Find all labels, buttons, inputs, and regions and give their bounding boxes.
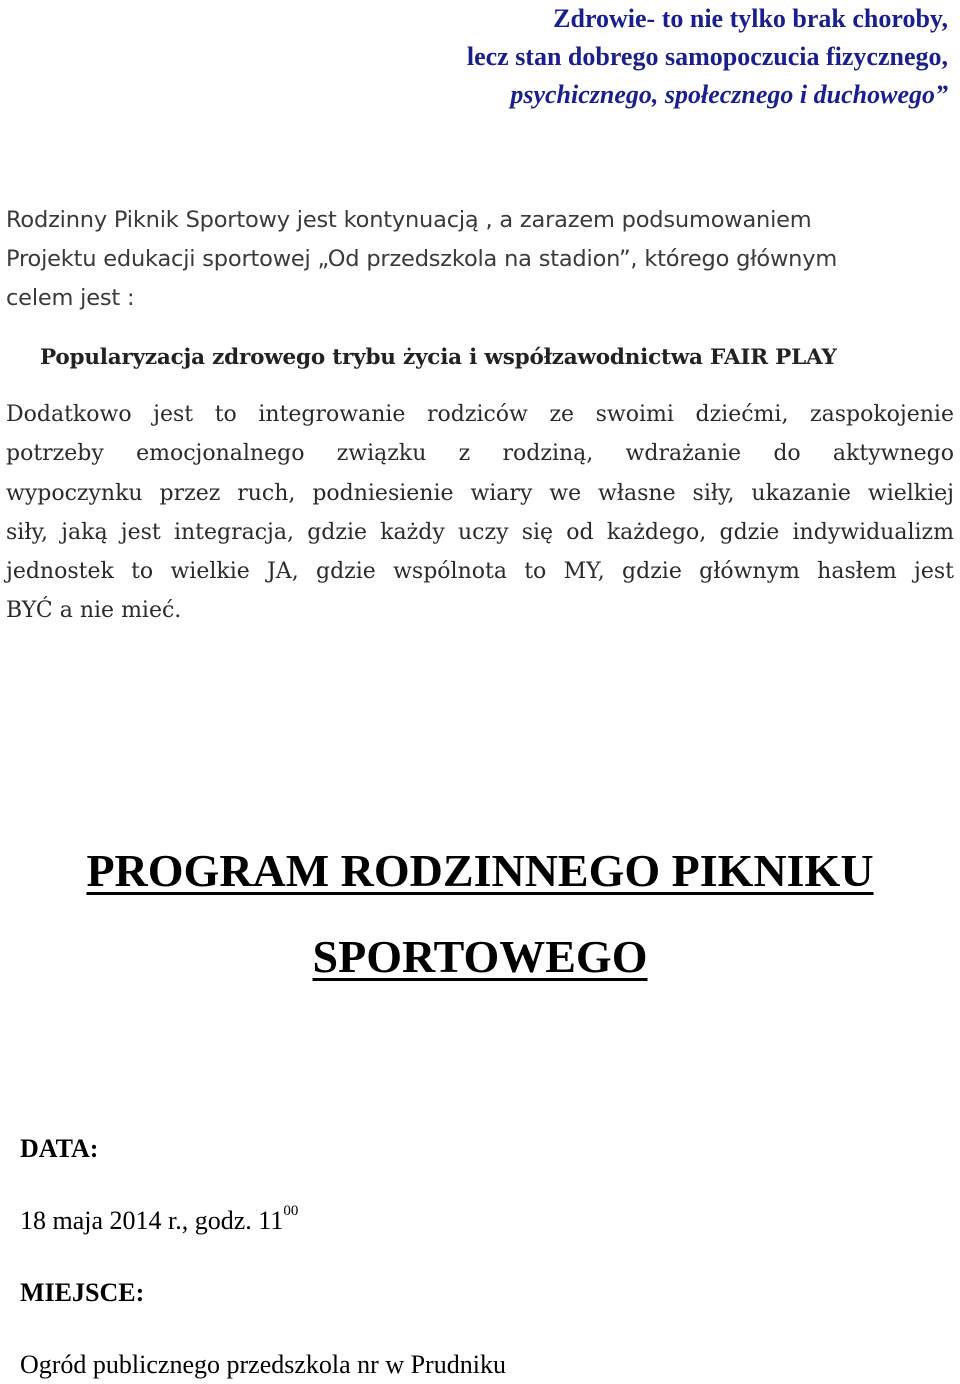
- description-line-5: jednostek to wielkie JA, gdzie wspólnota to MY, gdzie głównym hasłem jest: [6, 559, 954, 585]
- date-label: DATA:: [20, 1134, 99, 1163]
- intro-line-2: Projektu edukacji sportowej „Od przedszkola na stadion”, którego głównym: [6, 246, 838, 272]
- program-title: [0, 828, 960, 1000]
- main-goal: Popularyzacja zdrowego trybu życia i współzawodnictwa FAIR PLAY: [40, 345, 837, 370]
- place-label: MIEJSCE:: [20, 1278, 145, 1307]
- intro-line-1: Rodzinny Piknik Sportowy jest kontynuacją , a zarazem podsumowaniem: [6, 207, 812, 233]
- date-text: 18 maja 2014 r., godz. 11: [20, 1206, 284, 1235]
- description-line-2: potrzeby emocjonalnego związku z rodziną, wdrażanie do aktywnego: [6, 441, 954, 467]
- description-line-4: siły, jaką jest integracja, gdzie każdy uczy się od każdego, gdzie indywidualizm: [6, 519, 954, 545]
- motto-line-1: Zdrowie- to nie tylko brak choroby,: [553, 4, 948, 33]
- intro-line-3: celem jest :: [6, 285, 135, 311]
- description-line-3: wypoczynku przez ruch, podniesienie wiary we własne siły, ukazanie wielkiej: [6, 480, 954, 506]
- motto-line-2: lecz stan dobrego samopoczucia fizycznego,: [466, 42, 948, 71]
- place-value: Ogród publicznego przedszkola nr w Prudniku: [20, 1350, 506, 1379]
- description-paragraph: [6, 395, 954, 631]
- motto-quote: [228, 0, 948, 114]
- time-minutes: 00: [283, 1203, 299, 1220]
- program-title-line-1: PROGRAM RODZINNEGO PIKNIKU: [86, 845, 874, 896]
- date-value: [20, 1203, 299, 1236]
- description-line-1: Dodatkowo jest to integrowanie rodziców ze swoimi dziećmi, zaspokojenie: [6, 402, 954, 427]
- intro-paragraph: [6, 201, 956, 318]
- motto-line-3: psychicznego, społecznego i duchowego”: [510, 80, 948, 109]
- description-line-6: BYĆ a nie mieć.: [6, 598, 182, 624]
- program-title-line-2: SPORTOWEGO: [312, 931, 648, 982]
